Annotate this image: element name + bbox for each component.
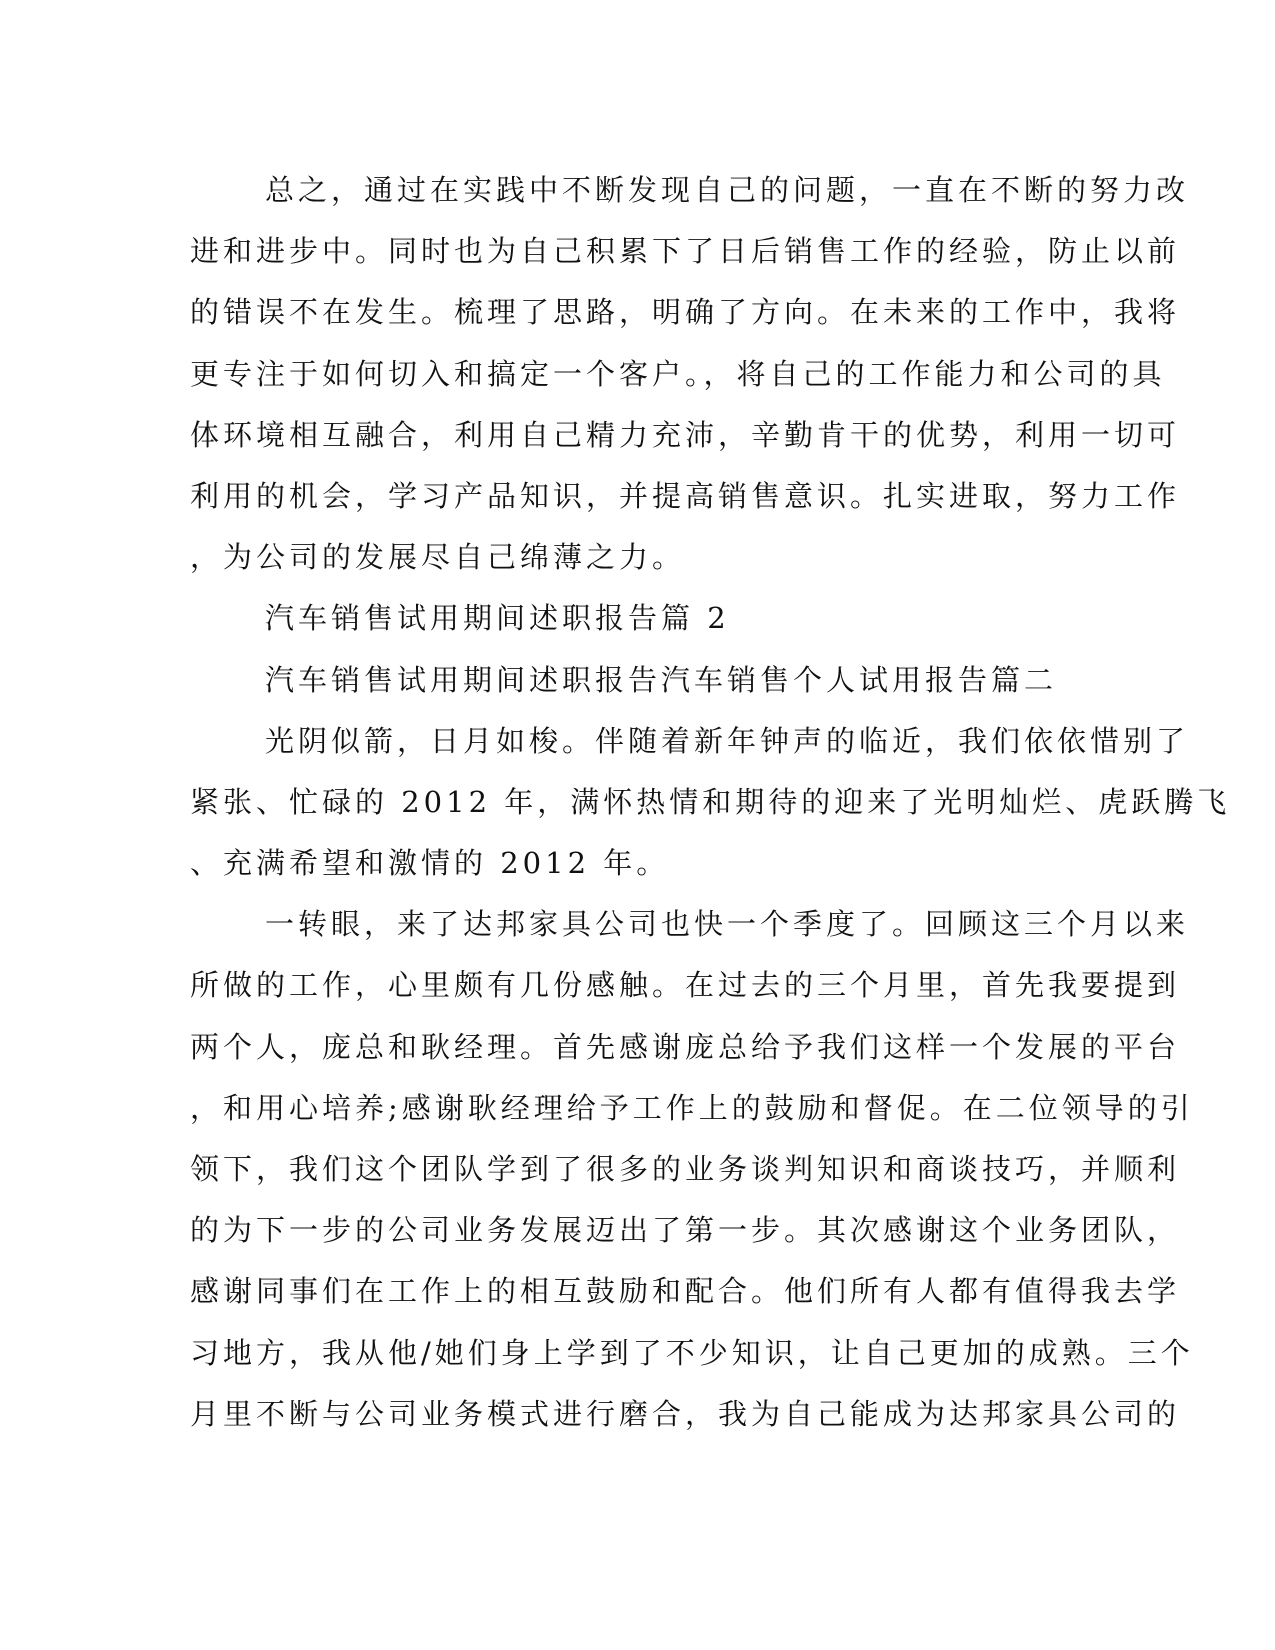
text-line: 紧张、忙碌的 2012 年，满怀热情和期待的迎来了光明灿烂、虎跃腾飞 xyxy=(190,784,1231,819)
text-line: 所做的工作，心里颇有几份感触。在过去的三个月里，首先我要提到 xyxy=(190,968,1181,1003)
text-line: 利用的机会，学习产品知识，并提高销售意识。扎实进取，努力工作 xyxy=(190,478,1181,513)
text-line: 一转眼，来了达邦家具公司也快一个季度了。回顾这三个月以来 xyxy=(265,907,1190,942)
text-line: 的错误不在发生。梳理了思路，明确了方向。在未来的工作中，我将 xyxy=(190,295,1181,330)
text-line: ，为公司的发展尽自己绵薄之力。 xyxy=(190,540,686,575)
text-line: 更专注于如何切入和搞定一个客户。，将自己的工作能力和公司的具 xyxy=(190,356,1166,391)
text-line: 领下，我们这个团队学到了很多的业务谈判知识和商谈技巧，并顺利 xyxy=(190,1152,1181,1186)
text-line: 月里不断与公司业务模式进行磨合，我为自己能成为达邦家具公司的 xyxy=(190,1396,1181,1431)
text-line: 习地方，我从他/她们身上学到了不少知识，让自己更加的成熟。三个 xyxy=(190,1335,1194,1370)
section-heading: 汽车销售试用期间述职报告篇 2 xyxy=(265,601,730,636)
text-line: ，和用心培养;感谢耿经理给予工作上的鼓励和督促。在二位领导的引 xyxy=(190,1090,1194,1125)
text-line: 光阴似箭，日月如梭。伴随着新年钟声的临近，我们依依惜别了 xyxy=(265,723,1190,758)
text-line: 感谢同事们在工作上的相互鼓励和配合。他们所有人都有值得我去学 xyxy=(190,1274,1181,1309)
text-line: 总之，通过在实践中不断发现自己的问题，一直在不断的努力改 xyxy=(265,173,1190,207)
section-subheading: 汽车销售试用期间述职报告汽车销售个人试用报告篇二 xyxy=(265,662,1058,697)
text-line: 进和进步中。同时也为自己积累下了日后销售工作的经验，防止以前 xyxy=(190,234,1181,269)
text-line: 两个人，庞总和耿经理。首先感谢庞总给予我们这样一个发展的平台 xyxy=(190,1029,1181,1064)
text-line: 、充满希望和激情的 2012 年。 xyxy=(190,846,670,881)
document-body xyxy=(190,160,1231,1445)
text-line: 体环境相互融合，利用自己精力充沛，辛勤肯干的优势，利用一切可 xyxy=(190,417,1181,452)
text-line: 的为下一步的公司业务发展迈出了第一步。其次感谢这个业务团队， xyxy=(190,1213,1181,1248)
